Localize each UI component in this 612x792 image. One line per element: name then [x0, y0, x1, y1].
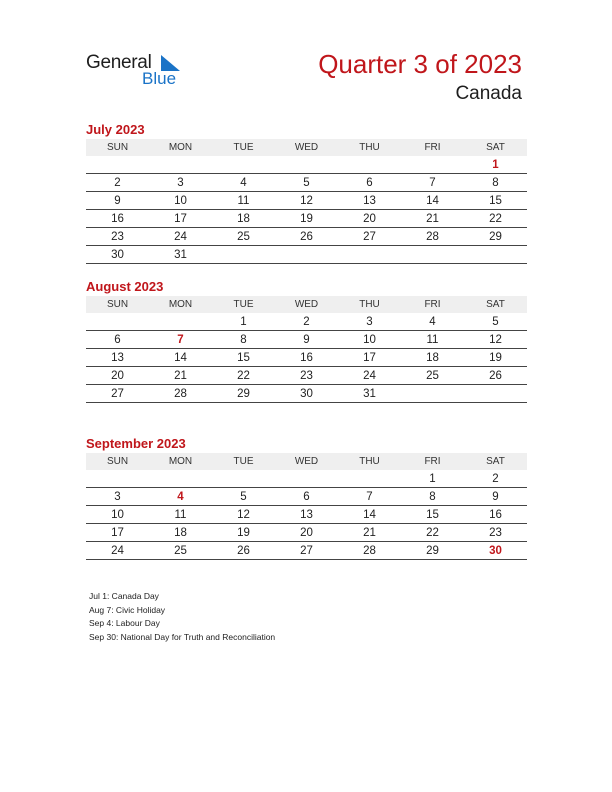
day-cell: 12: [212, 506, 275, 524]
day-cell: [275, 156, 338, 174]
day-cell: 6: [275, 488, 338, 506]
weekday-header: WED: [275, 453, 338, 470]
day-cell: 27: [338, 228, 401, 246]
day-cell: 5: [275, 174, 338, 192]
day-cell: 19: [464, 349, 527, 367]
week-row: [86, 542, 527, 560]
day-cell: 26: [275, 228, 338, 246]
day-cell: 26: [212, 542, 275, 560]
day-cell: 2: [464, 470, 527, 488]
month-grid: [86, 296, 527, 403]
day-cell: 24: [338, 367, 401, 385]
week-row: [86, 246, 527, 264]
day-cell: 16: [275, 349, 338, 367]
day-cell: 5: [212, 488, 275, 506]
day-cell: 6: [86, 331, 149, 349]
week-row: [86, 524, 527, 542]
week-row: [86, 156, 527, 174]
general-blue-logo: [86, 50, 196, 90]
day-cell: 12: [464, 331, 527, 349]
month-calendar: [86, 435, 527, 560]
weekday-header: WED: [275, 296, 338, 313]
day-cell: [275, 246, 338, 264]
day-cell: 3: [338, 313, 401, 331]
day-cell: 4: [401, 313, 464, 331]
day-cell: 29: [212, 385, 275, 403]
day-cell: 10: [86, 506, 149, 524]
day-cell: 11: [149, 506, 212, 524]
day-cell: [464, 246, 527, 264]
day-cell: [149, 156, 212, 174]
week-row: [86, 174, 527, 192]
day-cell: 13: [86, 349, 149, 367]
day-cell: 18: [401, 349, 464, 367]
holiday-note: Aug 7: Civic Holiday: [89, 604, 166, 615]
holiday-note: Jul 1: Canada Day: [89, 591, 159, 601]
day-cell: [212, 156, 275, 174]
week-row: [86, 488, 527, 506]
day-cell: [338, 156, 401, 174]
day-cell: 1: [464, 156, 527, 174]
day-cell: 21: [149, 367, 212, 385]
day-cell: 12: [275, 192, 338, 210]
day-cell: 10: [338, 331, 401, 349]
day-cell: 31: [149, 246, 212, 264]
weekday-header: TUE: [212, 296, 275, 313]
day-cell: 27: [275, 542, 338, 560]
day-cell: 20: [86, 367, 149, 385]
day-cell: [149, 470, 212, 488]
weekday-header-row: [86, 296, 527, 313]
weekday-header: SUN: [86, 453, 149, 470]
day-cell: 23: [464, 524, 527, 542]
day-cell: 30: [275, 385, 338, 403]
day-cell: 21: [401, 210, 464, 228]
day-cell: 3: [149, 174, 212, 192]
day-cell: 29: [464, 228, 527, 246]
day-cell: 19: [212, 524, 275, 542]
day-cell: 23: [86, 228, 149, 246]
day-cell: 2: [86, 174, 149, 192]
country-name: Canada: [455, 83, 522, 104]
weekday-header: MON: [149, 296, 212, 313]
week-row: [86, 367, 527, 385]
day-cell: 7: [338, 488, 401, 506]
day-cell: 7: [401, 174, 464, 192]
day-cell: 9: [464, 488, 527, 506]
day-cell: 30: [464, 542, 527, 560]
month-title: September 2023: [86, 436, 186, 451]
weekday-header: FRI: [401, 139, 464, 156]
weekday-header-row: [86, 139, 527, 156]
day-cell: 15: [401, 506, 464, 524]
week-row: [86, 470, 527, 488]
day-cell: 15: [212, 349, 275, 367]
day-cell: 16: [464, 506, 527, 524]
day-cell: 17: [86, 524, 149, 542]
day-cell: 24: [149, 228, 212, 246]
day-cell: [149, 313, 212, 331]
day-cell: 17: [149, 210, 212, 228]
day-cell: 23: [275, 367, 338, 385]
day-cell: 14: [338, 506, 401, 524]
day-cell: 21: [338, 524, 401, 542]
day-cell: 18: [212, 210, 275, 228]
day-cell: 3: [86, 488, 149, 506]
day-cell: 1: [401, 470, 464, 488]
day-cell: 4: [149, 488, 212, 506]
day-cell: 9: [275, 331, 338, 349]
day-cell: [401, 385, 464, 403]
day-cell: 5: [464, 313, 527, 331]
day-cell: 4: [212, 174, 275, 192]
month-calendar: [86, 278, 527, 403]
weekday-header: SAT: [464, 139, 527, 156]
weekday-header: WED: [275, 139, 338, 156]
week-row: [86, 506, 527, 524]
day-cell: 22: [401, 524, 464, 542]
day-cell: [401, 156, 464, 174]
day-cell: 20: [275, 524, 338, 542]
weekday-header: TUE: [212, 139, 275, 156]
day-cell: 2: [275, 313, 338, 331]
weekday-header: THU: [338, 453, 401, 470]
week-row: [86, 228, 527, 246]
weekday-header: MON: [149, 453, 212, 470]
day-cell: [401, 246, 464, 264]
holiday-notes: [89, 590, 275, 644]
day-cell: 13: [275, 506, 338, 524]
day-cell: 11: [212, 192, 275, 210]
day-cell: 25: [149, 542, 212, 560]
day-cell: 22: [212, 367, 275, 385]
day-cell: 9: [86, 192, 149, 210]
weekday-header: THU: [338, 139, 401, 156]
day-cell: 19: [275, 210, 338, 228]
logo-general-text: General: [86, 52, 152, 73]
day-cell: 16: [86, 210, 149, 228]
week-row: [86, 210, 527, 228]
day-cell: 1: [212, 313, 275, 331]
week-row: [86, 331, 527, 349]
day-cell: 22: [464, 210, 527, 228]
day-cell: 20: [338, 210, 401, 228]
weekday-header: TUE: [212, 453, 275, 470]
day-cell: [86, 156, 149, 174]
week-row: [86, 192, 527, 210]
weekday-header: SUN: [86, 296, 149, 313]
day-cell: 28: [149, 385, 212, 403]
day-cell: 30: [86, 246, 149, 264]
logo-blue-text: Blue: [142, 69, 177, 88]
day-cell: 26: [464, 367, 527, 385]
day-cell: 8: [212, 331, 275, 349]
day-cell: 11: [401, 331, 464, 349]
weekday-header: SUN: [86, 139, 149, 156]
day-cell: 8: [464, 174, 527, 192]
weekday-header: SAT: [464, 453, 527, 470]
day-cell: 14: [149, 349, 212, 367]
weekday-header: SAT: [464, 296, 527, 313]
page-title: Quarter 3 of 2023: [318, 49, 522, 79]
month-grid: [86, 139, 527, 264]
day-cell: 29: [401, 542, 464, 560]
day-cell: 25: [212, 228, 275, 246]
day-cell: [86, 313, 149, 331]
day-cell: 7: [149, 331, 212, 349]
day-cell: [464, 385, 527, 403]
day-cell: [338, 246, 401, 264]
day-cell: [212, 246, 275, 264]
weekday-header: MON: [149, 139, 212, 156]
day-cell: [86, 470, 149, 488]
day-cell: 13: [338, 192, 401, 210]
day-cell: 8: [401, 488, 464, 506]
day-cell: 6: [338, 174, 401, 192]
week-row: [86, 313, 527, 331]
day-cell: 28: [401, 228, 464, 246]
holiday-note: Sep 4: Labour Day: [89, 618, 160, 628]
week-row: [86, 385, 527, 403]
day-cell: [338, 470, 401, 488]
weekday-header: FRI: [401, 296, 464, 313]
day-cell: 31: [338, 385, 401, 403]
weekday-header: THU: [338, 296, 401, 313]
day-cell: 14: [401, 192, 464, 210]
day-cell: [212, 470, 275, 488]
day-cell: 27: [86, 385, 149, 403]
month-grid: [86, 453, 527, 560]
weekday-header-row: [86, 453, 527, 470]
weekday-header: FRI: [401, 453, 464, 470]
month-title: July 2023: [86, 122, 145, 137]
month-title: August 2023: [86, 279, 164, 294]
day-cell: 25: [401, 367, 464, 385]
week-row: [86, 349, 527, 367]
day-cell: 15: [464, 192, 527, 210]
day-cell: 24: [86, 542, 149, 560]
day-cell: 17: [338, 349, 401, 367]
day-cell: [275, 470, 338, 488]
day-cell: 18: [149, 524, 212, 542]
month-calendar: [86, 121, 527, 264]
day-cell: 28: [338, 542, 401, 560]
day-cell: 10: [149, 192, 212, 210]
holiday-note: Sep 30: National Day for Truth and Reconciliation: [89, 631, 276, 642]
